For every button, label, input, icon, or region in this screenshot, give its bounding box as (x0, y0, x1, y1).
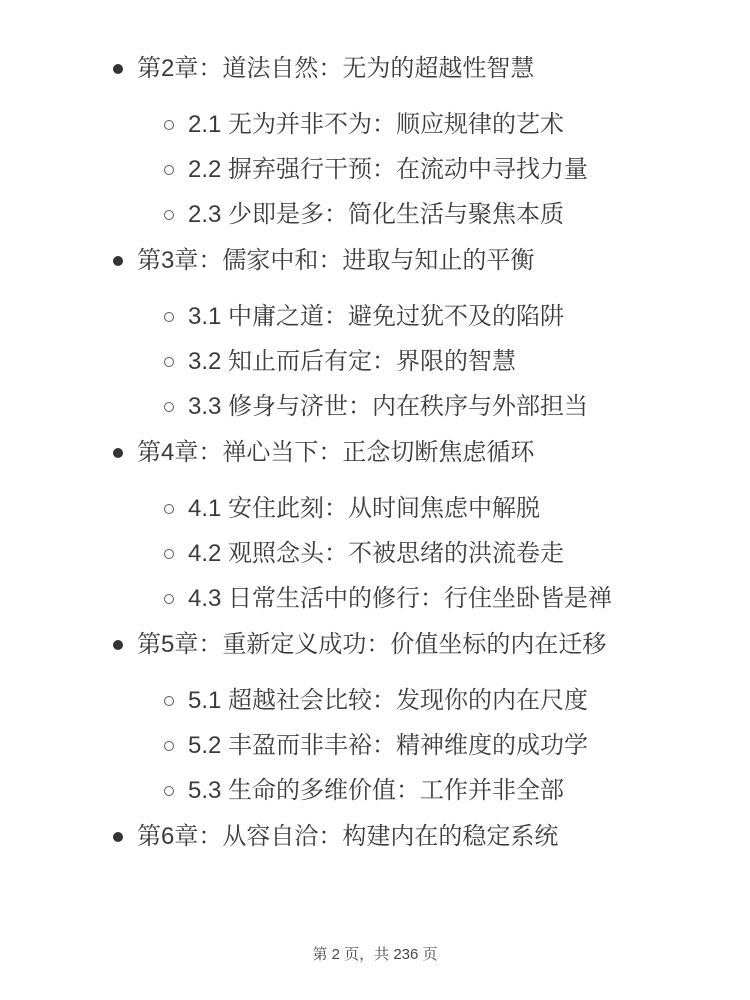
section-row (164, 198, 720, 231)
bullet-circle-icon (164, 504, 174, 514)
section-title: 5.2 丰盈而非丰裕：精神维度的成功学 (188, 732, 589, 759)
chapter-title: 第3章：儒家中和：进取与知止的平衡 (137, 247, 535, 274)
toc-chapter (113, 52, 720, 231)
bullet-disc-icon (113, 64, 123, 74)
section-row (164, 153, 720, 186)
page-indicator: 第 2 页，共 236 页 (312, 946, 438, 963)
section-title: 2.3 少即是多：简化生活与聚焦本质 (188, 201, 565, 228)
section-title: 2.2 摒弃强行干预：在流动中寻找力量 (188, 156, 589, 183)
chapter-row (113, 820, 720, 853)
bullet-circle-icon (164, 549, 174, 559)
bullet-circle-icon (164, 594, 174, 604)
chapter-row (113, 436, 720, 469)
section-row (164, 108, 720, 141)
section-row (164, 729, 720, 762)
section-title: 4.3 日常生活中的修行：行住坐卧皆是禅 (188, 585, 613, 612)
section-title: 3.3 修身与济世：内在秩序与外部担当 (188, 393, 589, 420)
bullet-circle-icon (164, 786, 174, 796)
section-row (164, 345, 720, 378)
section-row (164, 582, 720, 615)
section-title: 2.1 无为并非不为：顺应规律的艺术 (188, 111, 565, 138)
chapter-row (113, 628, 720, 661)
chapter-row (113, 52, 720, 85)
toc-chapter (113, 628, 720, 807)
section-title: 4.2 观照念头：不被思绪的洪流卷走 (188, 540, 565, 567)
chapter-title: 第2章：道法自然：无为的超越性智慧 (137, 55, 535, 82)
bullet-disc-icon (113, 448, 123, 458)
bullet-disc-icon (113, 640, 123, 650)
chapter-title: 第5章：重新定义成功：价值坐标的内在迁移 (137, 631, 607, 658)
toc-chapter (113, 820, 720, 853)
section-row (164, 684, 720, 717)
bullet-circle-icon (164, 402, 174, 412)
section-title: 5.1 超越社会比较：发现你的内在尺度 (188, 687, 589, 714)
chapter-row (113, 244, 720, 277)
section-row (164, 492, 720, 525)
bullet-disc-icon (113, 256, 123, 266)
bullet-circle-icon (164, 357, 174, 367)
bullet-circle-icon (164, 120, 174, 130)
chapter-title: 第4章：禅心当下：正念切断焦虑循环 (137, 439, 535, 466)
bullet-circle-icon (164, 741, 174, 751)
section-row (164, 300, 720, 333)
section-title: 5.3 生命的多维价值：工作并非全部 (188, 777, 565, 804)
bullet-circle-icon (164, 165, 174, 175)
bullet-circle-icon (164, 312, 174, 322)
section-title: 3.2 知止而后有定：界限的智慧 (188, 348, 517, 375)
section-title: 4.1 安住此刻：从时间焦虑中解脱 (188, 495, 541, 522)
chapter-title: 第6章：从容自洽：构建内在的稳定系统 (137, 823, 559, 850)
section-row (164, 774, 720, 807)
section-row (164, 537, 720, 570)
toc-chapter (113, 436, 720, 615)
section-row (164, 390, 720, 423)
section-title: 3.1 中庸之道：避免过犹不及的陷阱 (188, 303, 565, 330)
bullet-disc-icon (113, 832, 123, 842)
toc-chapter (113, 244, 720, 423)
bullet-circle-icon (164, 210, 174, 220)
page-footer (0, 943, 750, 964)
bullet-circle-icon (164, 696, 174, 706)
